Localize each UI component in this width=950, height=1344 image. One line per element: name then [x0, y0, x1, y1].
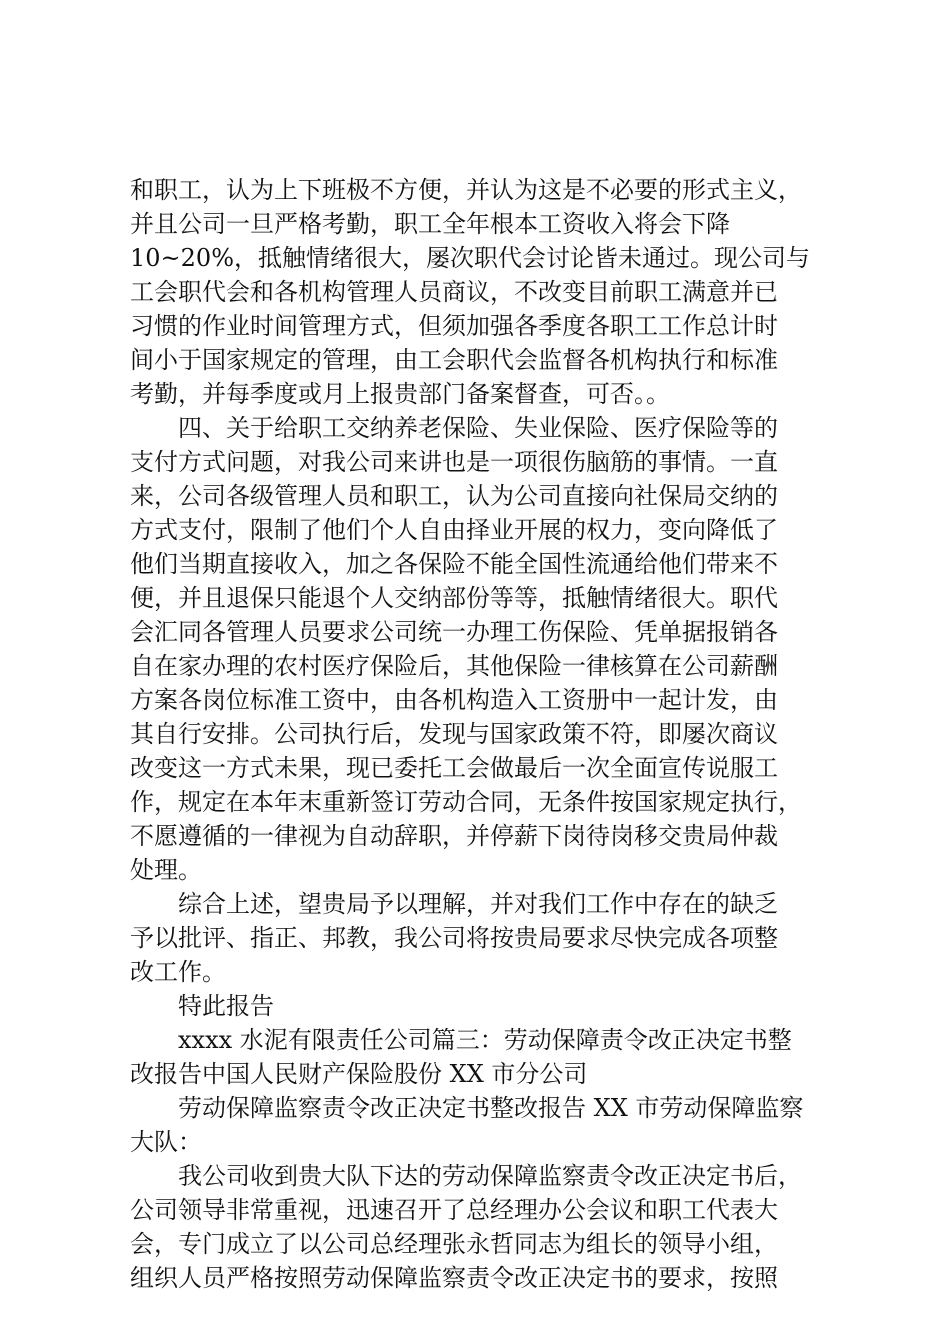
text-line: 大队： [130, 1128, 202, 1156]
text-line: 方案各岗位标准工资中，由各机构造入工资册中一起计发，由 [130, 686, 778, 714]
paragraph-start-line: 劳动保障监察责令改正决定书整改报告 XX 市劳动保障监察 [178, 1094, 804, 1122]
paragraph-start-line: 我公司收到贵大队下达的劳动保障监察责令改正决定书后， [178, 1162, 802, 1190]
text-line: 10~20%，抵触情绪很大，屡次职代会讨论皆未通过。现公司与 [130, 244, 810, 272]
text-line: 改变这一方式未果，现已委托工会做最后一次全面宣传说服工 [130, 754, 778, 782]
text-line: 支付方式问题，对我公司来讲也是一项很伤脑筋的事情。一直 [130, 448, 778, 476]
text-line: 考勤，并每季度或月上报贵部门备案督查，可否。。 [130, 380, 670, 408]
text-line: 来，公司各级管理人员和职工，认为公司直接向社保局交纳的 [130, 482, 778, 510]
paragraph-start-line: 特此报告 [178, 992, 274, 1020]
text-line: 处理。 [130, 856, 202, 884]
text-line: 间小于国家规定的管理，由工会职代会监督各机构执行和标准 [130, 346, 778, 374]
text-line: 方式支付，限制了他们个人自由择业开展的权力，变向降低了 [130, 516, 778, 544]
text-line: 习惯的作业时间管理方式，但须加强各季度各职工工作总计时 [130, 312, 778, 340]
text-line: 改工作。 [130, 958, 226, 986]
text-line: 自在家办理的农村医疗保险后，其他保险一律核算在公司薪酬 [130, 652, 778, 680]
text-line: 改报告中国人民财产保险股份 XX 市分公司 [130, 1060, 588, 1088]
text-line: 会，专门成立了以公司总经理张永哲同志为组长的领导小组， [130, 1230, 778, 1258]
text-line: 公司领导非常重视，迅速召开了总经理办公会议和职工代表大 [130, 1196, 778, 1224]
paragraph-start-line: 四、关于给职工交纳养老保险、失业保险、医疗保险等的 [178, 414, 778, 442]
text-line: 其自行安排。公司执行后，发现与国家政策不符，即屡次商议 [130, 720, 778, 748]
text-line: 会汇同各管理人员要求公司统一办理工伤保险、凭单据报销各 [130, 618, 778, 646]
text-line: 作，规定在本年末重新签订劳动合同，无条件按国家规定执行， [130, 788, 802, 816]
text-line: 和职工，认为上下班极不方便，并认为这是不必要的形式主义， [130, 176, 802, 204]
text-line: 不愿遵循的一律视为自动辞职，并停薪下岗待岗移交贵局仲裁 [130, 822, 778, 850]
text-line: 并且公司一旦严格考勤，职工全年根本工资收入将会下降 [130, 210, 730, 238]
text-line: 便，并且退保只能退个人交纳部份等等，抵触情绪很大。职代 [130, 584, 778, 612]
text-line: 工会职代会和各机构管理人员商议，不改变目前职工满意并已 [130, 278, 778, 306]
document-body [130, 173, 830, 1295]
text-line: 予以批评、指正、邦教，我公司将按贵局要求尽快完成各项整 [130, 924, 778, 952]
text-line: 组织人员严格按照劳动保障监察责令改正决定书的要求，按照 [130, 1264, 778, 1292]
text-line: 他们当期直接收入，加之各保险不能全国性流通给他们带来不 [130, 550, 778, 578]
paragraph-start-line: 综合上述，望贵局予以理解，并对我们工作中存在的缺乏 [178, 890, 778, 918]
paragraph-start-line: xxxx 水泥有限责任公司篇三：劳动保障责令改正决定书整 [178, 1026, 792, 1054]
